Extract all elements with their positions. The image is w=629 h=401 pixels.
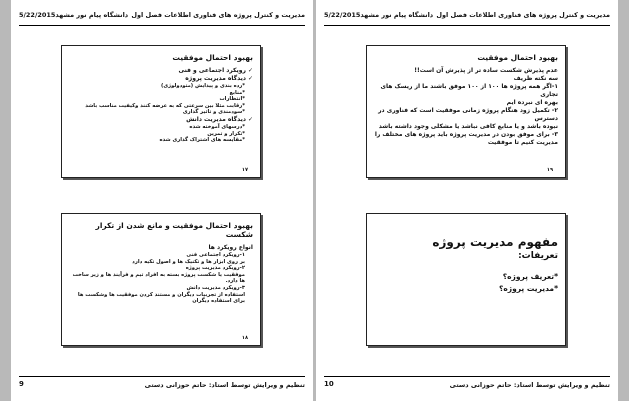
- bullet-item: [69, 75, 253, 83]
- bullet-item: [374, 67, 558, 75]
- slide-title: بهبود احتمال موفقیت و مانع شدن از تکرار شکست: [95, 221, 253, 239]
- footer-author: تنظیم و ویرایش توسط استاد: حاتم حوزانی دستی: [449, 381, 610, 389]
- slide-title: مفهوم مدیریت پروژه: [432, 235, 558, 249]
- slide-bullet-list: [374, 271, 558, 295]
- bullet-item: [69, 96, 253, 103]
- bullet-text: ١-رویکرد اجتماعی فنی: [186, 252, 245, 258]
- bullet-item: [374, 107, 558, 123]
- bullet-text: *مدیریت پروژه؟: [499, 284, 558, 293]
- slide-19: [366, 45, 566, 178]
- bullet-item: [69, 90, 253, 97]
- slide-concept: [366, 213, 566, 346]
- bullet-item: [69, 285, 253, 292]
- document-page-right: [316, 0, 618, 401]
- document-page-left: [11, 0, 313, 401]
- bullet-item: [69, 252, 253, 259]
- bullet-item: [374, 75, 558, 83]
- bullet-item: [69, 109, 253, 116]
- footer-page-number: 10: [324, 380, 334, 388]
- bullet-text: *تعریف پروژه؟: [502, 272, 558, 281]
- bullet-text: *سودمندی و تاثیر گذاری: [182, 109, 245, 116]
- bullet-text: *درسهای آموخته شده: [189, 123, 245, 130]
- slide-subtitle: تعریفات:: [518, 251, 558, 261]
- checkmark-icon: ✓: [247, 67, 253, 74]
- slide-title: بهبود احتمال موفقیت: [172, 53, 253, 62]
- bullet-item: [374, 83, 558, 99]
- bullet-item: [374, 271, 558, 283]
- bullet-text: استفاده از تجربیات دیگران و مستند کردن موفقیت ها وشکست ها: [77, 291, 245, 298]
- bullet-text: ١-اگر همه پروژه ها ١٠٠ از ١٠٠ موفق باشند ما از ریسک های تجاری: [380, 83, 558, 98]
- bullet-text: عدم پذیرش شکست ساده تر از پذیرش آن است!!: [414, 67, 558, 74]
- page-header: [324, 9, 610, 26]
- bullet-item: [69, 83, 253, 90]
- bullet-text: ٣- برای موفق بودن در مدیریت پروژه باید پروژه های مختلف را: [374, 131, 558, 138]
- bullet-text: *رده بندی و پیدایش (متودولوژی): [161, 83, 245, 89]
- slide-bullet-list: [69, 67, 253, 144]
- slide-17: [61, 45, 261, 178]
- bullet-text: ٢-رویکرد مدیریت پروژه: [185, 265, 245, 272]
- header-course-title: مدیریت و کنترل پروژه های فناوری اطلاعات فصل اول: [131, 11, 305, 19]
- slide-bullet-list: [69, 244, 253, 305]
- checkmark-icon: ✓: [247, 75, 253, 82]
- checkmark-icon: ✓: [247, 115, 253, 123]
- slide-number: ١٨: [241, 335, 248, 341]
- bullet-item: [69, 116, 253, 124]
- bullet-text: *رقابت مثلا بین سرعتی که به عرضه کنند وکیفیت مناسب باشد: [85, 102, 245, 109]
- bullet-text: ٣-رویکرد مدیریت دانش: [186, 284, 245, 291]
- header-date-university: 5/22/2015دانشگاه پیام نور مشهد: [324, 11, 434, 19]
- bullet-text: بهره ای نبرده ایم: [506, 99, 558, 106]
- bullet-item: [69, 272, 253, 279]
- bullet-text: رویکرد اجتماعی و فنی: [178, 67, 246, 74]
- bullet-item: [374, 283, 558, 295]
- bullet-text: *انتظارات: [219, 96, 245, 103]
- bullet-text: دیدگاه مدیریت پروژه: [185, 75, 246, 82]
- header-date-university: 5/22/2015دانشگاه پیام نور مشهد: [19, 11, 129, 19]
- bullet-item: [69, 259, 253, 266]
- slide-title: بهبود احتمال موفقیت: [477, 53, 558, 62]
- page-footer: [324, 376, 610, 391]
- slide-number: ١٩: [546, 167, 553, 173]
- bullet-text: ٢- تکمیل زود هنگام پروژه زمانی موفقیت است که فناوری در دسترس: [378, 107, 558, 122]
- bullet-item: [69, 298, 253, 305]
- bullet-text: سه نکته ظریف: [513, 75, 558, 82]
- footer-author: تنظیم و ویرایش توسط استاد: حاتم حوزانی دستی: [144, 381, 305, 389]
- bullet-text: برای استفاده دیگران: [192, 298, 245, 305]
- bullet-text: انواع رویکرد ها: [208, 244, 253, 251]
- page-header: [19, 9, 305, 26]
- bullet-text: بر روی ابزار ها و تکنیک ها و اصول تکیه دارد: [132, 258, 245, 265]
- bullet-item: [374, 131, 558, 139]
- page-footer: [19, 376, 305, 391]
- footer-page-number: 9: [19, 380, 24, 388]
- bullet-item: [69, 265, 253, 272]
- bullet-text: موفقیت یا شکست پروژه بسته به افراد تیم و فرآیند ها و زیر ساخت: [72, 271, 245, 278]
- bullet-text: *منابع: [229, 89, 245, 96]
- bullet-item: [374, 99, 558, 107]
- header-course-title: مدیریت و کنترل پروژه های فناوری اطلاعات فصل اول: [436, 11, 610, 19]
- bullet-item: [69, 67, 253, 75]
- bullet-text: مدیریت کنیم تا موفقیت: [487, 139, 558, 146]
- slide-number: ١٧: [241, 167, 248, 173]
- bullet-item: [69, 278, 253, 285]
- bullet-item: [69, 244, 253, 252]
- bullet-text: *مقایسه های اشتراک گذاری شده: [159, 137, 245, 144]
- bullet-item: [69, 124, 253, 131]
- bullet-text: نبوده باشد و یا منابع کافی نباشد یا مشکلی وجود داشته باشد: [378, 123, 558, 130]
- slide-18: [61, 213, 261, 346]
- slide-bullet-list: [374, 67, 558, 147]
- bullet-text: *تکرار و تمرین: [207, 130, 245, 137]
- bullet-item: [374, 123, 558, 131]
- bullet-text: دیدگاه مدیریت دانش: [186, 115, 246, 123]
- bullet-item: [374, 139, 558, 147]
- bullet-item: [69, 137, 253, 144]
- bullet-text: ها دارد.: [225, 278, 245, 285]
